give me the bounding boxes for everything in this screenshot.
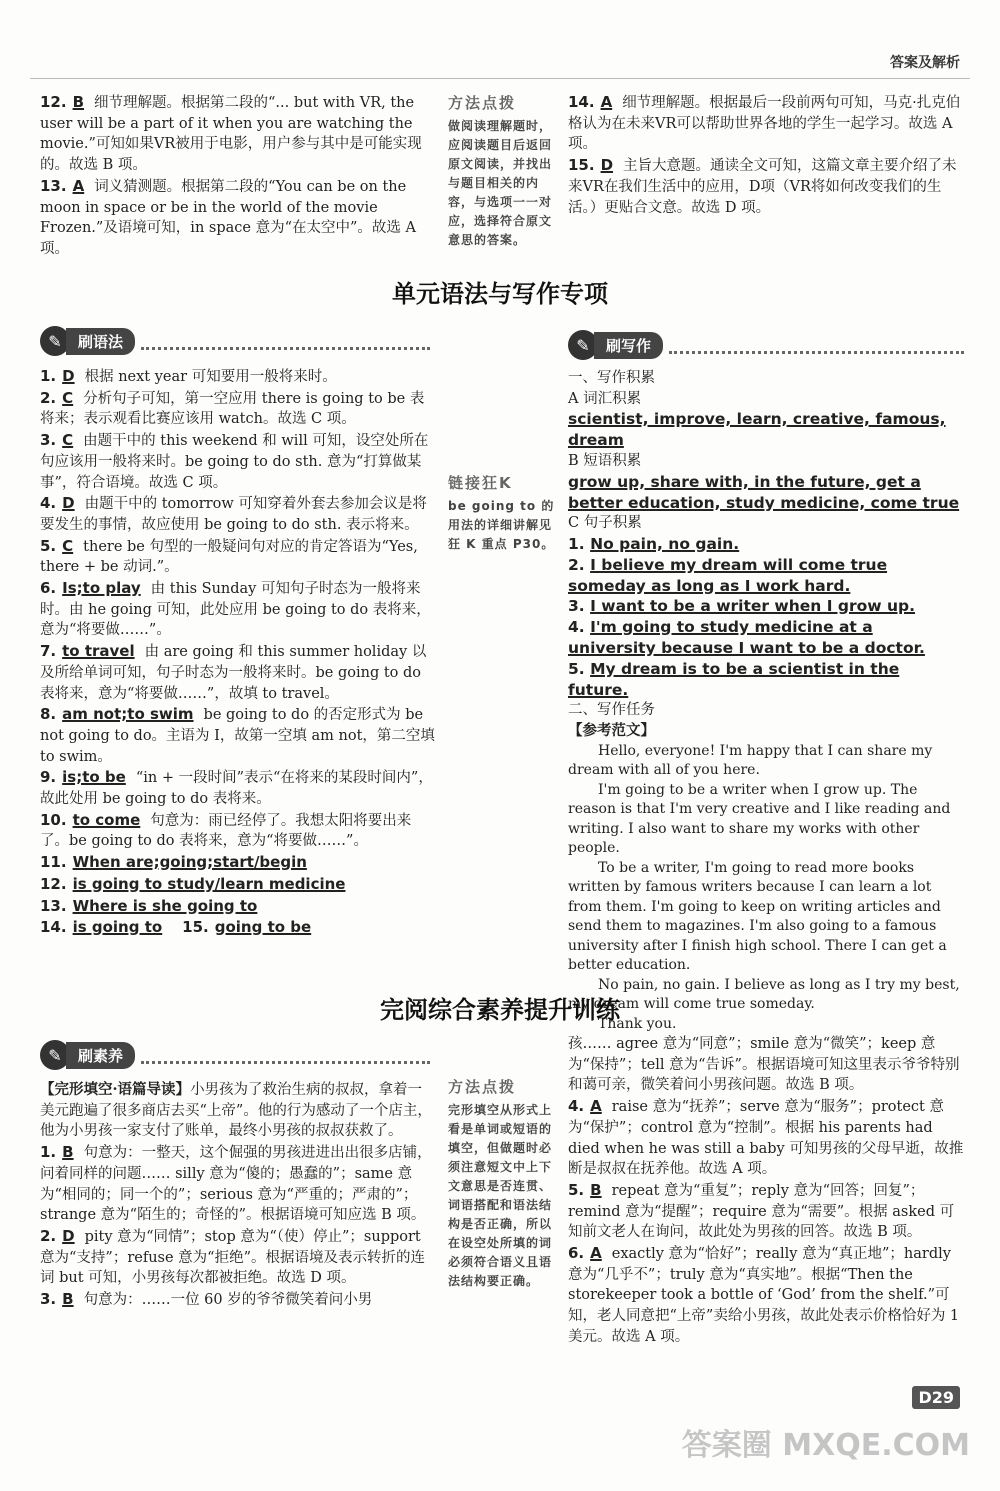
link-tip-text: be going to 的用法的详细讲解见狂 K 重点 P30。 xyxy=(448,499,555,551)
cloze-item: 2. D pity 意为“同情”；stop 意为“（使）停止”；support 意为“支持”；refuse 意为“拒绝”。根据语境及表示转折的连词 but 可知，小男孩每次都被拒绝。故选 D 项。 xyxy=(40,1226,425,1287)
cloze-item: 4. A raise 意为“抚养”；serve 意为“服务”；protect 意为“保护”；control 意为“控制”。根据 his parents had died when he was still a baby 可知男孩的父母早逝，故推断是叔叔在抚养他。故选 A 项。 xyxy=(568,1097,964,1178)
reference-label: 【参考范文】 xyxy=(568,722,655,740)
pencil-icon: ✎ xyxy=(40,326,70,356)
page-number: D29 xyxy=(912,1386,960,1409)
grammar-column xyxy=(40,366,435,939)
writing-heading-1: 一、写作积累 xyxy=(568,370,655,386)
cloze-intro: 【完形填空·语篇导读】小男孩为了救治生病的叔叔，拿着一美元跑遍了很多商店去买“上帝”。他的行为感动了一个店主，他为小男孩一家支付了账单，最终小男孩的叔叔获救了。 xyxy=(40,1081,432,1140)
essay-paragraph: Thank you. xyxy=(598,1015,677,1032)
dotted-divider xyxy=(669,337,964,354)
grammar-item: 7. to travel 由 are going 和 this summer holiday 以及所给单词可知，句子时态为一般将来时。be going to do 表将来，意为“将要做……”，故填 to travel。 xyxy=(40,642,427,702)
sentence-label: C 句子积累 xyxy=(568,515,642,532)
vocab-words: scientist, improve, learn, creative, famous, dream xyxy=(568,410,946,450)
phrase-words: grow up, share with, in the future, get a better education, study medicine, come true xyxy=(568,472,960,512)
literacy-left-column xyxy=(40,1080,435,1311)
phrase-label: B 短语积累 xyxy=(568,453,642,469)
literacy-badge-label: 刷素养 xyxy=(66,1042,135,1069)
sentence-item: 3. I want to be a writer when I grow up. xyxy=(568,597,916,616)
sentence-item: 5. My dream is to be a scientist in the future. xyxy=(568,659,900,699)
essay-paragraph: No pain, no gain. I believe as long as I try my best, my dream will come true someday. xyxy=(568,976,960,1013)
sentence-item: 4. I'm going to study medicine at a university because I want to be a doctor. xyxy=(568,618,925,657)
essay-paragraph: I'm going to be a writer when I grow up. The reason is that I'm very creative and I like reading and writing. I also want to share my works with other people. xyxy=(568,781,951,857)
literacy-right-column xyxy=(568,1034,964,1348)
grammar-item: 10. to come 句意为：雨已经停了。我想太阳将要出来了。be going to do 表将来，意为“将要做……”。 xyxy=(40,810,412,850)
section-title-cloze-reading: 完阅综合素养提升训练 xyxy=(380,996,620,1024)
grammar-item: 9. is;to be “in + 一段时间”表示“在将来的某段时间内”，故此处用 be going to do 表将来。 xyxy=(40,768,433,808)
sentence-item: 1. No pain, no gain. xyxy=(568,535,740,553)
pencil-icon: ✎ xyxy=(40,1040,70,1070)
grammar-short-answer: 14. is going to 15. going to be xyxy=(40,918,312,937)
grammar-short-answer: 13. Where is she going to xyxy=(40,896,258,915)
dotted-divider xyxy=(141,1047,430,1064)
cloze-item: 6. A exactly 意为“恰好”；really 意为“真正地”；hardly 意为“几乎不”；truly 意为“真实地”。根据“Then the storekeeper took a bottle of ‘God’ from the shelf.”可知，老人同意把“上帝”卖给小男孩，故此处表示价格恰好为 1 美元。故选 A 项。 xyxy=(568,1244,960,1345)
method-tip-text: 完形填空从形式上看是单词或短语的填空，但做题时必须注意短文中上下文意思是否连贯、词语搭配和语法结构是否正确，所以在设空处所填的词必须符合语义且语法结构要正确。 xyxy=(448,1103,553,1288)
vocab-label: A 词汇积累 xyxy=(568,390,642,407)
answer-item-14: 14. A 细节理解题。根据最后一段前两句可知，马克·扎克伯格认为在未来VR可以帮助世界各地的学生一起学习。故选 A 项。 xyxy=(568,93,961,153)
grammar-item: 6. Is;to play 由 this Sunday 可知句子时态为一般将来时。由 he going 可知，此处应用 be going to do 表将来，意为“将要做……”。 xyxy=(40,579,431,639)
top-right-column xyxy=(568,92,964,218)
method-tip-text: 做阅读理解题时，应阅读题目后返回原文阅读，并找出与题目相关的内容，与选项一一对应，选择符合原文意思的答案。 xyxy=(448,119,553,247)
writing-badge-label: 刷写作 xyxy=(594,332,663,359)
page-header-title: 答案及解析 xyxy=(890,55,960,71)
essay-paragraph: To be a writer, I'm going to read more books written by famous writers because I can learn a lot from them. I'm going to keep on writing articles and send them to magazines. I'm also going to a famous university after I finish high school. There I can get a better education. xyxy=(568,859,947,974)
grammar-item: 5. C there be 句型的一般疑问句对应的肯定答语为“Yes, there + be 动词.”。 xyxy=(40,536,418,576)
cloze-item: 1. B 句意为：一整天，这个倔强的男孩进进出出很多店铺，问着同样的问题…… silly 意为“傻的；愚蠢的”；same 意为“相同的；同一个的”；serious 意为“严重的；严肃的”；strange 意为“陌生的；奇怪的”。根据语境可知应选 B 项。 xyxy=(40,1143,432,1224)
cloze-item: 5. B repeat 意为“重复”；reply 意为“回答；回复”；remind 意为“提醒”；require 意为“需要”。根据 asked 可知前文老人在询问，故此处为男孩的回答。故选 B 项。 xyxy=(568,1180,955,1241)
writing-column xyxy=(568,368,964,1034)
grammar-item: 8. am not;to swim be going to do 的否定形式为 be not going to do。主语为 I，故第一空填 am not，第二空填 to swim。 xyxy=(40,705,435,765)
pencil-icon: ✎ xyxy=(568,330,598,360)
answer-item-15: 15. D 主旨大意题。通读全文可知，这篇文章主要介绍了未来VR在我们生活中的应用，D项（VR将如何改变我们的生活。）更贴合文意。故选 D 项。 xyxy=(568,156,957,216)
link-tip-box xyxy=(448,472,558,554)
watermark-logo: 答案圈 MXQE.COM xyxy=(681,1428,970,1463)
link-tip-title: 链接狂K xyxy=(448,474,513,492)
grammar-item: 2. C 分析句子可知，第一空应用 there is going to be 表将来；表示观看比赛应该用 watch。故选 C 项。 xyxy=(40,388,425,428)
grammar-badge xyxy=(40,326,430,356)
grammar-item: 3. C 由题干中的 this weekend 和 will 可知，设空处所在句应该用一般将来时。be going to do sth. 意为“打算做某事”，符合语境。故选 C 项。 xyxy=(40,431,429,491)
answer-item-12: 12. B 细节理解题。根据第二段的“... but with VR, the user will be a part of it when you are watching the movie.”可知如果VR被用于电影，用户参与其中是可能实现的。故选 B 项。 xyxy=(40,93,422,174)
writing-badge xyxy=(568,330,964,360)
method-tip-title: 方法点拨 xyxy=(448,94,517,112)
grammar-item: 1. D 根据 next year 可知要用一般将来时。 xyxy=(40,367,337,385)
grammar-short-answer: 12. is going to study/learn medicine xyxy=(40,874,346,893)
method-tip-title: 方法点拨 xyxy=(448,1078,517,1096)
method-tip-box-bottom xyxy=(448,1076,558,1291)
dotted-divider xyxy=(141,333,430,350)
sentence-item: 2. I believe my dream will come true someday as long as I work hard. xyxy=(568,555,888,595)
cloze-item: 3. B 句意为：……一位 60 岁的爷爷微笑着问小男 xyxy=(40,1290,373,1309)
method-tip-box-top xyxy=(448,92,558,250)
cloze-continued-text: 孩…… agree 意为“同意”；smile 意为“微笑”；keep 意为“保持”；tell 意为“告诉”。根据语境可知这里表示爷爷特别和蔼可亲，微笑着问小男孩问题。故选 B 项。 xyxy=(568,1036,960,1094)
grammar-badge-label: 刷语法 xyxy=(66,328,135,355)
section-title-grammar-writing: 单元语法与写作专项 xyxy=(392,280,608,308)
answer-item-13: 13. A 词义猜测题。根据第二段的“You can be on the moon in space or be in the world of the movie Frozen.”及语境可知，in space 意为“在太空中”。故选 A 项。 xyxy=(40,176,416,257)
top-left-column xyxy=(40,92,435,260)
writing-heading-2: 二、写作任务 xyxy=(568,702,655,719)
grammar-short-answer: 11. When are;going;start/begin xyxy=(40,853,307,872)
grammar-item: 4. D 由题干中的 tomorrow 可知穿着外套去参加会议是将要发生的事情，故应使用 be going to do sth. 表示将来。 xyxy=(40,494,427,533)
essay-paragraph: Hello, everyone! I'm happy that I can share my dream with all of you here. xyxy=(568,742,933,779)
header-divider xyxy=(30,78,970,79)
literacy-badge xyxy=(40,1040,430,1070)
